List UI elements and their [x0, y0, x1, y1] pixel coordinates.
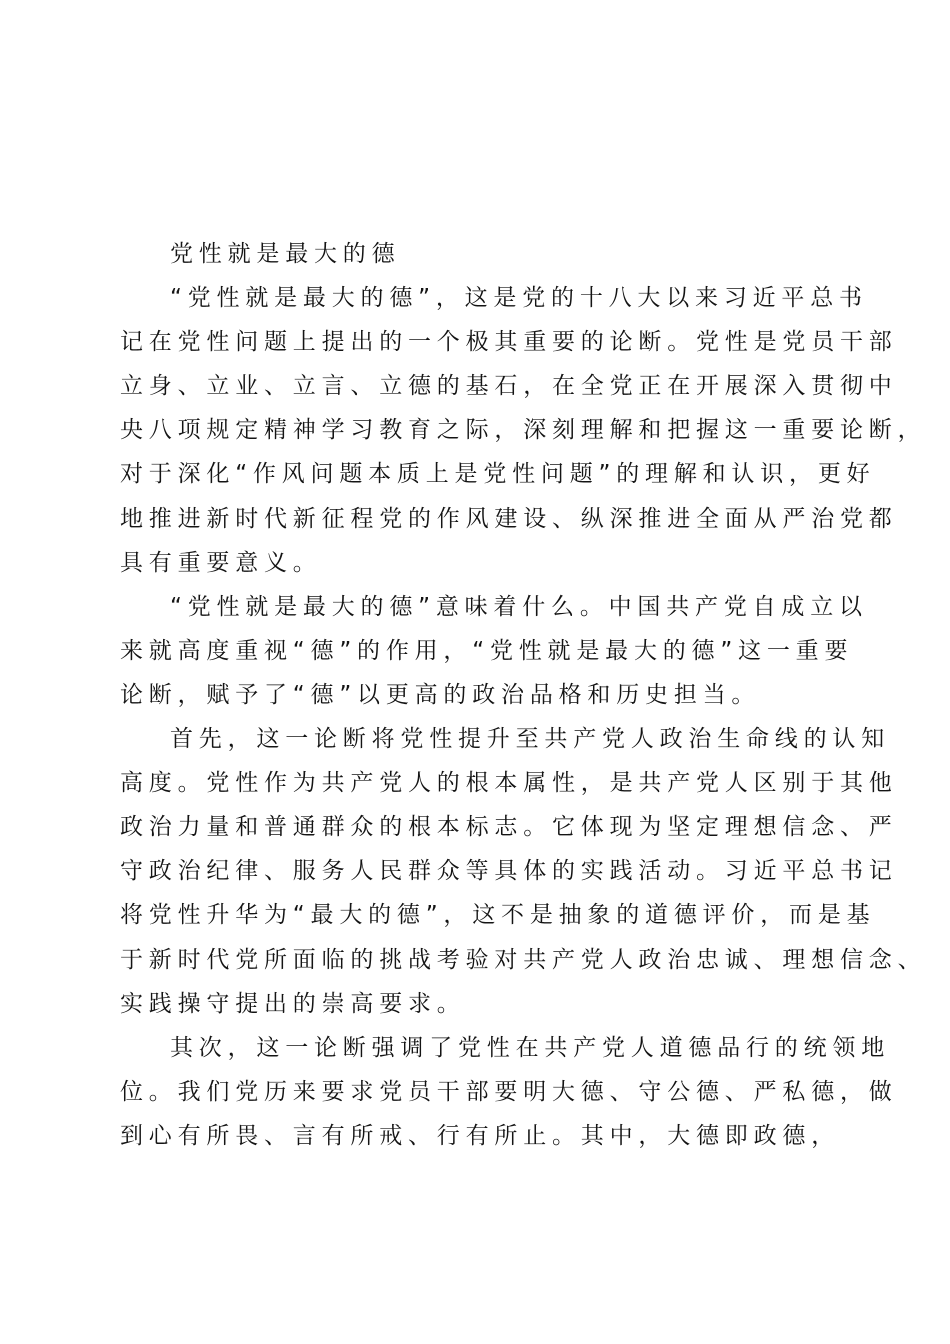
- text-line: 高度。党性作为共产党人的根本属性，是共产党人区别于其他: [120, 770, 898, 797]
- text-line: 对于深化“作风问题本质上是党性问题”的理解和认识，更好: [120, 461, 876, 488]
- paragraph-4: [120, 1026, 898, 1158]
- text-line: 守政治纪律、服务人民群众等具体的实践活动。习近平总书记: [120, 858, 898, 885]
- paragraph-2: [120, 585, 868, 717]
- text-line: 首先，这一论断将党性提升至共产党人政治生命线的认知: [170, 726, 890, 753]
- text-line: 记在党性问题上提出的一个极其重要的论断。党性是党员干部: [120, 329, 898, 356]
- text-line: “党性就是最大的德”，这是党的十八大以来习近平总书: [170, 285, 868, 312]
- text-line: “党性就是最大的德”意味着什么。中国共产党自成立以: [170, 593, 868, 620]
- paragraph-3: [120, 717, 927, 1026]
- text-line: 具有重要意义。: [120, 549, 322, 576]
- text-line: 将党性升华为“最大的德”，这不是抽象的道德评价，而是基: [120, 902, 876, 929]
- paragraph-1: [120, 276, 927, 585]
- text-line: 立身、立业、立言、立德的基石，在全党正在开展深入贯彻中: [120, 373, 898, 400]
- text-line: 地推进新时代新征程党的作风建设、纵深推进全面从严治党都: [120, 505, 898, 532]
- text-line: 论断，赋予了“德”以更高的政治品格和历史担当。: [120, 681, 761, 708]
- text-line: 实践操守提出的崇高要求。: [120, 990, 466, 1017]
- text-line: 位。我们党历来要求党员干部要明大德、守公德、严私德，做: [120, 1078, 898, 1105]
- document-body: [120, 232, 927, 1158]
- text-line: 到心有所畏、言有所戒、行有所止。其中，大德即政德，: [120, 1122, 840, 1149]
- text-line: 其次，这一论断强调了党性在共产党人道德品行的统领地: [170, 1034, 890, 1061]
- text-line: 来就高度重视“德”的作用，“党性就是最大的德”这一重要: [120, 637, 854, 664]
- text-line: 央八项规定精神学习教育之际，深刻理解和把握这一重要论断，: [120, 417, 927, 444]
- document-title: 党性就是最大的德: [170, 241, 401, 267]
- text-line: 政治力量和普通群众的根本标志。它体现为坚定理想信念、严: [120, 814, 898, 841]
- text-line: 于新时代党所面临的挑战考验对共产党人政治忠诚、理想信念、: [120, 946, 927, 973]
